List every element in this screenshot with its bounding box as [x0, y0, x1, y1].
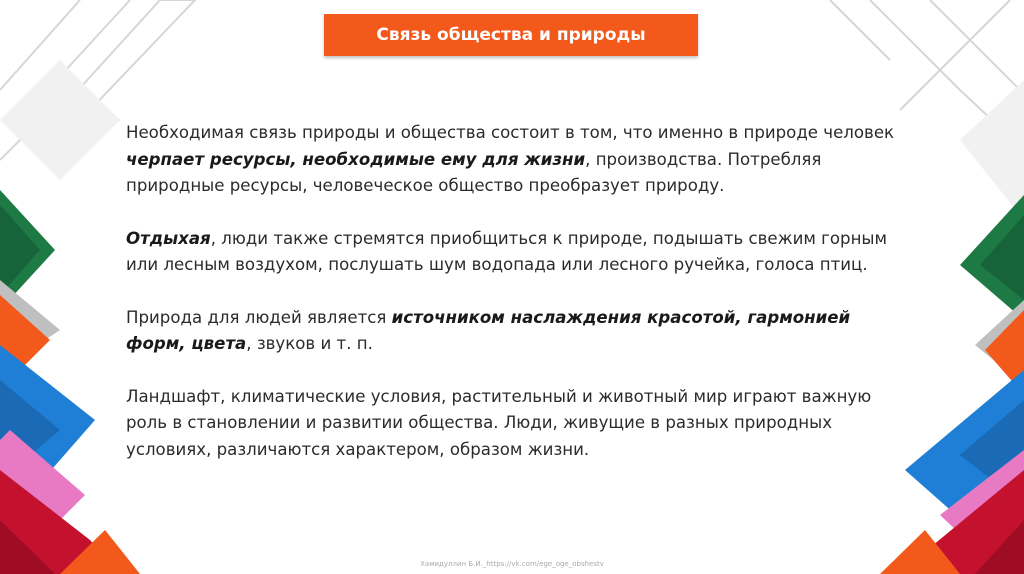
paragraph: [126, 384, 906, 464]
slide-title: Связь общества и природы: [376, 25, 646, 45]
emphasis-text: Отдыхая: [126, 228, 211, 248]
footer-credit: Хамидуллин Б.И._https://vk.com/ege_oge_obshestv: [420, 560, 604, 568]
paragraph-text: Ландшафт, климатические условия, растительный и животный мир играют важную роль в становлении и развитии общества. Люди, живущие в разных природных условиях, различаются характером, образом жизни.: [126, 386, 872, 459]
slide-body-text: [126, 120, 906, 489]
paragraph-text: , звуков и т. п.: [246, 334, 373, 353]
paragraph: [126, 226, 906, 279]
paragraph-text: , люди также стремятся приобщиться к природе, подышать свежим горным или лесным воздухом, послушать шум водопада или лесного ручейка, голоса птиц.: [126, 228, 888, 274]
title-banner: [324, 14, 698, 56]
paragraph: [126, 120, 906, 200]
paragraph-text: Необходимая связь природы и общества состоит в том, что именно в природе человек: [126, 123, 895, 142]
paragraph: [126, 305, 906, 358]
paragraph-text: , производства. Потребляя природные ресурсы, человеческое общество преобразует природу.: [126, 149, 822, 195]
emphasis-text: источником наслаждения красотой, гармонией форм, цвета: [126, 307, 851, 353]
emphasis-text: черпает ресурсы, необходимые ему для жизни: [126, 149, 586, 169]
paragraph-text: Природа для людей является: [126, 307, 392, 327]
